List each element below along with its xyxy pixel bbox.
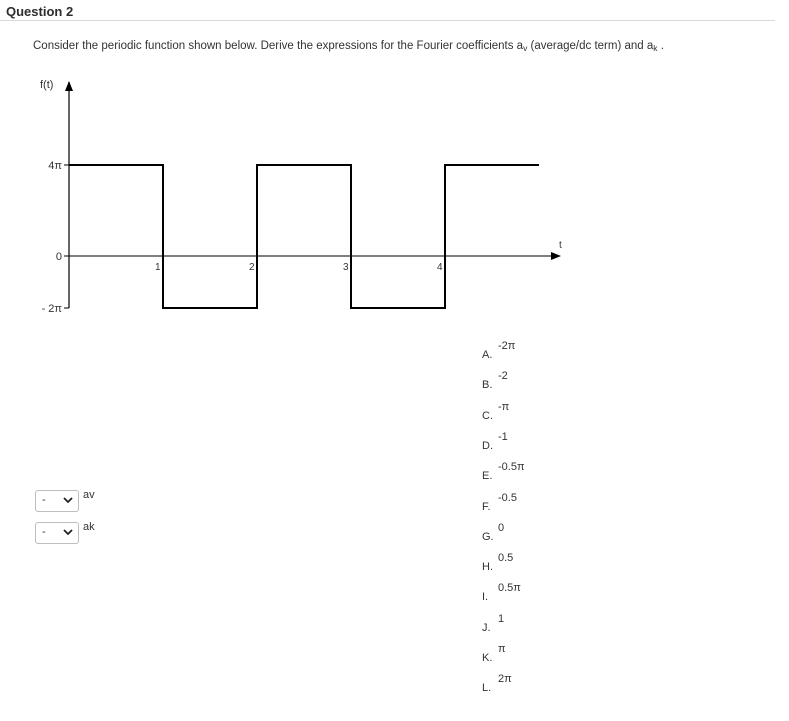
question-prompt: Consider the periodic function shown below. Derive the expressions for the Fourier coefficients $a_v$ (average/dc term) and $a_k$ . [33, 40, 664, 53]
option-letter: G. [482, 530, 494, 543]
option-letter: C. [482, 409, 493, 422]
x-axis-label: t [559, 240, 562, 251]
y-axis-label: f(t) [40, 79, 54, 91]
option-letter: E. [482, 470, 493, 483]
option-letter: L. [482, 682, 492, 695]
option-letter: D. [482, 439, 493, 452]
answer-dropdown[interactable] [35, 490, 79, 512]
option-value: 0.5 [498, 552, 514, 565]
answer-row [35, 522, 95, 546]
x-tick-label: 2 [249, 262, 255, 273]
square-wave-series [69, 165, 539, 308]
answer-row [35, 490, 95, 514]
option-value: π [498, 643, 506, 655]
option-value: 1 [498, 612, 505, 625]
option-letter: A. [482, 349, 493, 361]
option-value: -0.5π [498, 461, 525, 474]
option-value: -1 [498, 430, 508, 443]
dropdown-value: - [42, 526, 46, 538]
option-letter: F. [482, 500, 491, 513]
chevron-down-icon [63, 527, 73, 537]
x-tick-label: 4 [437, 262, 443, 273]
dropdown-label: ak [83, 521, 95, 533]
dropdown-value: - [42, 494, 46, 506]
option-value: -2π [498, 340, 516, 352]
option-value: 0.5π [498, 582, 521, 595]
option-value: 0 [498, 521, 505, 534]
y-tick-label: 0 [55, 251, 62, 263]
x-tick-label: 3 [343, 262, 349, 273]
x-tick-label: 1 [155, 262, 161, 273]
option-letter: I. [482, 591, 489, 604]
answer-dropdown[interactable] [35, 522, 79, 544]
question-title: Question 2 [6, 4, 74, 19]
title-divider [0, 20, 775, 21]
option-value: -2 [498, 370, 508, 383]
option-letter: B. [482, 379, 493, 392]
function-graph [0, 60, 600, 320]
option-value: -0.5 [498, 491, 517, 504]
option-value: 2π [498, 673, 512, 686]
option-letter: K. [482, 652, 493, 664]
y-tick-label: - 2π [41, 303, 62, 315]
option-value: -π [498, 400, 510, 413]
option-letter: H. [482, 561, 493, 574]
dropdown-label: av [83, 489, 95, 501]
option-letter: J. [482, 621, 491, 634]
y-tick-label: 4π [48, 160, 62, 172]
chevron-down-icon [63, 495, 73, 505]
